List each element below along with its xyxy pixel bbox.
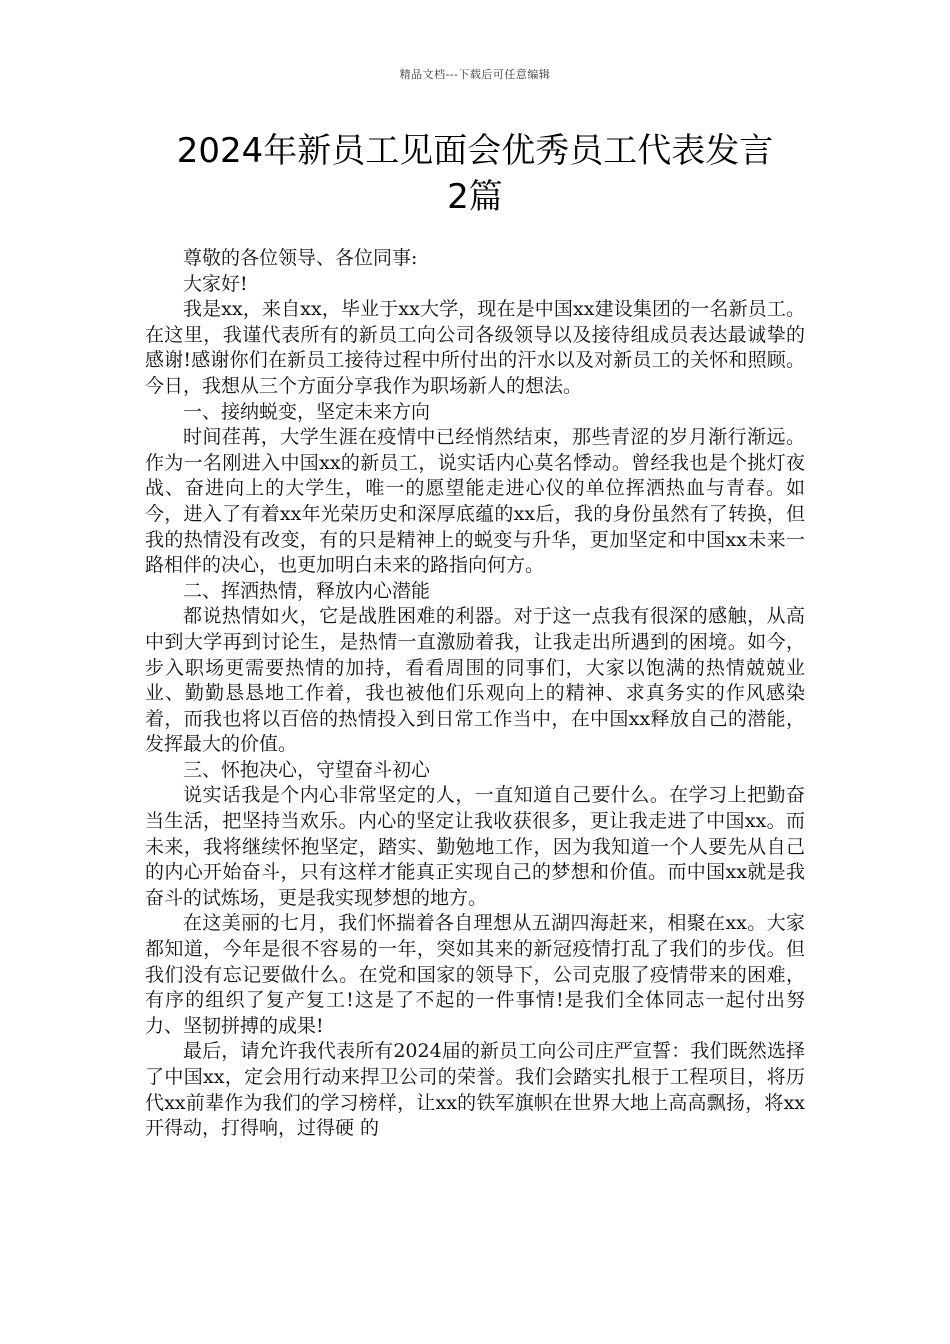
body-paragraph: 时间荏苒，大学生涯在疫情中已经悄然结束，那些青涩的岁月渐行渐远。作为一名刚进入中国xx的新员工，说实话内心莫名悸动。曾经我也是个挑灯夜战、奋进向上的大学生，唯一的愿望能走进心仪的单位挥洒热血与青春。如今，进入了有着xx年光荣历史和深厚底蕴的xx后，我的身份虽然有了转换，但我的热情没有改变，有的只是精神上的蜕变与升华，更加坚定和中国xx未来一路相伴的决心，也更加明白未来的路指向何方。 xyxy=(145,426,805,577)
body-paragraph: 都说热情如火，它是战胜困难的利器。对于这一点我有很深的感触，从高中到大学再到讨论生，是热情一直激励着我，让我走出所遇到的困境。如今，步入职场更需要热情的加持，看看周围的同事们，大家以饱满的热情兢兢业业、勤勤恳恳地工作着，我也被他们乐观向上的精神、求真务实的作风感染着，而我也将以百倍的热情投入到日常工作当中，在中国xx释放自己的潜能，发挥最大的价值。 xyxy=(145,605,805,756)
section-heading-2: 二、挥洒热情，释放内心潜能 xyxy=(183,579,431,602)
body-paragraph: 在这美丽的七月，我们怀揣着各自理想从五湖四海赶来，相聚在xx。大家都知道，今年是很不容易的一年，突如其来的新冠疫情打乱了我们的步伐。但我们没有忘记要做什么。在党和国家的领导下，公司克服了疫情带来的困难，有序的组织了复产复工!这是了不起的一件事情!是我们全体同志一起付出努力、坚韧拼搏的成果! xyxy=(145,912,805,1037)
greeting: 大家好! xyxy=(183,272,248,295)
body-paragraph: 说实话我是个内心非常坚定的人，一直知道自己要什么。在学习上把勤奋当生活，把坚持当欢乐。内心的坚定让我收获很多，更让我走进了中国xx。而未来，我将继续怀抱坚定，踏实、勤勉地工作，因为我知道一个人要先从自己的内心开始奋斗，只有这样才能真正实现自己的梦想和价值。而中国xx就是我奋斗的试炼场，更是我实现梦想的地方。 xyxy=(145,784,805,909)
document-title xyxy=(120,128,830,220)
document-title-line-2: 2篇 xyxy=(447,177,503,217)
body-paragraph: 我是xx，来自xx，毕业于xx大学，现在是中国xx建设集团的一名新员工。在这里，我谨代表所有的新员工向公司各级领导以及接待组成员表达最诚挚的感谢!感谢你们在新员工接待过程中所付出的汗水以及对新员工的关怀和照顾。今日，我想从三个方面分享我作为职场新人的想法。 xyxy=(145,298,805,397)
salutation: 尊敬的各位领导、各位同事: xyxy=(183,247,418,269)
section-heading-1: 一、接纳蜕变，坚定未来方向 xyxy=(183,400,431,423)
body-paragraph: 最后，请允许我代表所有2024届的新员工向公司庄严宣誓：我们既然选择了中国xx，定会用行动来捍卫公司的荣誉。我们会踏实扎根于工程项目，将历代xx前辈作为我们的学习榜样，让xx的铁军旗帜在世界大地上高高飘扬，将xx 开得动，打得响，过得硬 的 xyxy=(145,1040,805,1140)
page-header: 精品文档---下载后可任意编辑 xyxy=(399,68,551,81)
document-body xyxy=(145,246,805,1142)
document-title-line-1: 2024年新员工见面会优秀员工代表发言 xyxy=(176,131,774,171)
section-heading-3: 三、怀抱决心，守望奋斗初心 xyxy=(183,758,431,781)
